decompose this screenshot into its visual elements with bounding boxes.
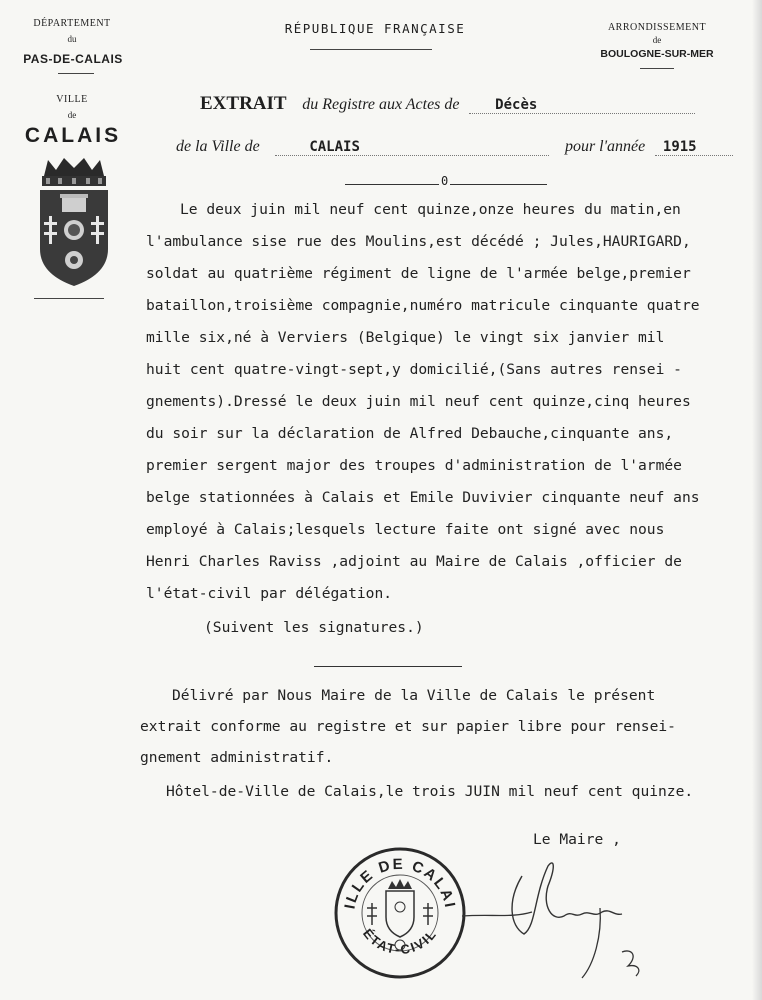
body-line-13: l'état-civil par délégation.	[146, 585, 393, 602]
coat-of-arms-icon	[34, 154, 114, 293]
delivery-line-2: extrait conforme au registre et sur papier libre pour rensei-	[140, 718, 676, 735]
signature-le-maire: Le Maire ,	[533, 831, 621, 848]
header-de: de	[67, 110, 77, 120]
title-line-1	[200, 93, 695, 115]
body-line-12: Henri Charles Raviss ,adjoint au Maire de Calais ,officier de	[146, 553, 682, 570]
title-de-la-ville: de la Ville de	[176, 138, 260, 155]
title-extrait: EXTRAIT	[200, 93, 287, 114]
delivery-line-1: Délivré par Nous Maire de la Ville de Calais le présent	[172, 687, 656, 704]
header-departement: DÉPARTEMENT	[33, 18, 111, 29]
stamp-bottom-text: ÉTAT-CIVIL	[360, 925, 440, 958]
header-du: du	[67, 34, 77, 44]
body-line-1: Le deux juin mil neuf cent quinze,onze heures du matin,en	[180, 201, 681, 218]
header-calais: CALAIS	[24, 124, 122, 147]
body-line-7: gnements).Dressé le deux juin mil neuf cent quinze,cinq heures	[146, 393, 691, 410]
delivery-date-line: Hôtel-de-Ville de Calais,le trois JUIN mil neuf cent quinze.	[166, 783, 694, 800]
official-stamp	[332, 845, 468, 985]
body-line-10: belge stationnées à Calais et Emile Duvivier cinquante neuf ans	[146, 489, 700, 506]
title-annee: 1915	[655, 139, 733, 156]
title-line-2	[176, 136, 733, 156]
title-rule-mark: 0	[441, 174, 449, 188]
title-du-registre: du Registre aux Actes de	[302, 96, 460, 113]
header-de-right: de	[652, 35, 662, 45]
body-divider	[314, 666, 462, 667]
body-line-2: l'ambulance sise rue des Moulins,est décédé ; Jules,HAURIGARD,	[146, 233, 691, 250]
delivery-line-3: gnement administratif.	[140, 749, 334, 766]
header-left-bottom-rule	[34, 298, 104, 299]
header-center-rule	[310, 49, 432, 50]
header-left-rule	[58, 73, 94, 74]
title-acte-type: Décès	[469, 97, 695, 114]
svg-text:ÉTAT-CIVIL	[360, 926, 440, 957]
body-line-11: employé à Calais;lesquels lecture faite ont signé avec nous	[146, 521, 665, 538]
body-signatures-note: (Suivent les signatures.)	[204, 619, 424, 636]
body-line-4: bataillon,troisième compagnie,numéro matricule cinquante quatre	[146, 297, 700, 314]
body-line-6: huit cent quatre-vingt-sept,y domicilié,(Sans autres rensei -	[146, 361, 682, 378]
body-line-5: mille six,né à Verviers (Belgique) le vingt six janvier mil	[146, 329, 665, 346]
body-line-9: premier sergent major des troupes d'administration de l'armée	[146, 457, 682, 474]
svg-text:VILLE DE CALAIS	[332, 845, 459, 910]
header-pas-de-calais: PAS-DE-CALAIS	[23, 52, 123, 66]
header-boulogne: BOULOGNE-SUR-MER	[600, 48, 714, 60]
body-line-8: du soir sur la déclaration de Alfred Debauche,cinquante ans,	[146, 425, 674, 442]
title-ville: CALAIS	[275, 139, 549, 156]
header-arrondissement: ARRONDISSEMENT	[607, 22, 707, 33]
header-right-rule	[640, 68, 674, 69]
title-pour-annee: pour l'année	[564, 138, 646, 155]
handwritten-signature	[462, 856, 662, 990]
stamp-top-text: ILLE DE CALAI	[341, 855, 459, 911]
page-edge	[752, 0, 762, 1000]
header-republique: RÉPUBLIQUE FRANÇAISE	[284, 21, 466, 36]
header-ville: VILLE	[56, 94, 88, 105]
body-line-3: soldat au quatrième régiment de ligne de l'armée belge,premier	[146, 265, 691, 282]
